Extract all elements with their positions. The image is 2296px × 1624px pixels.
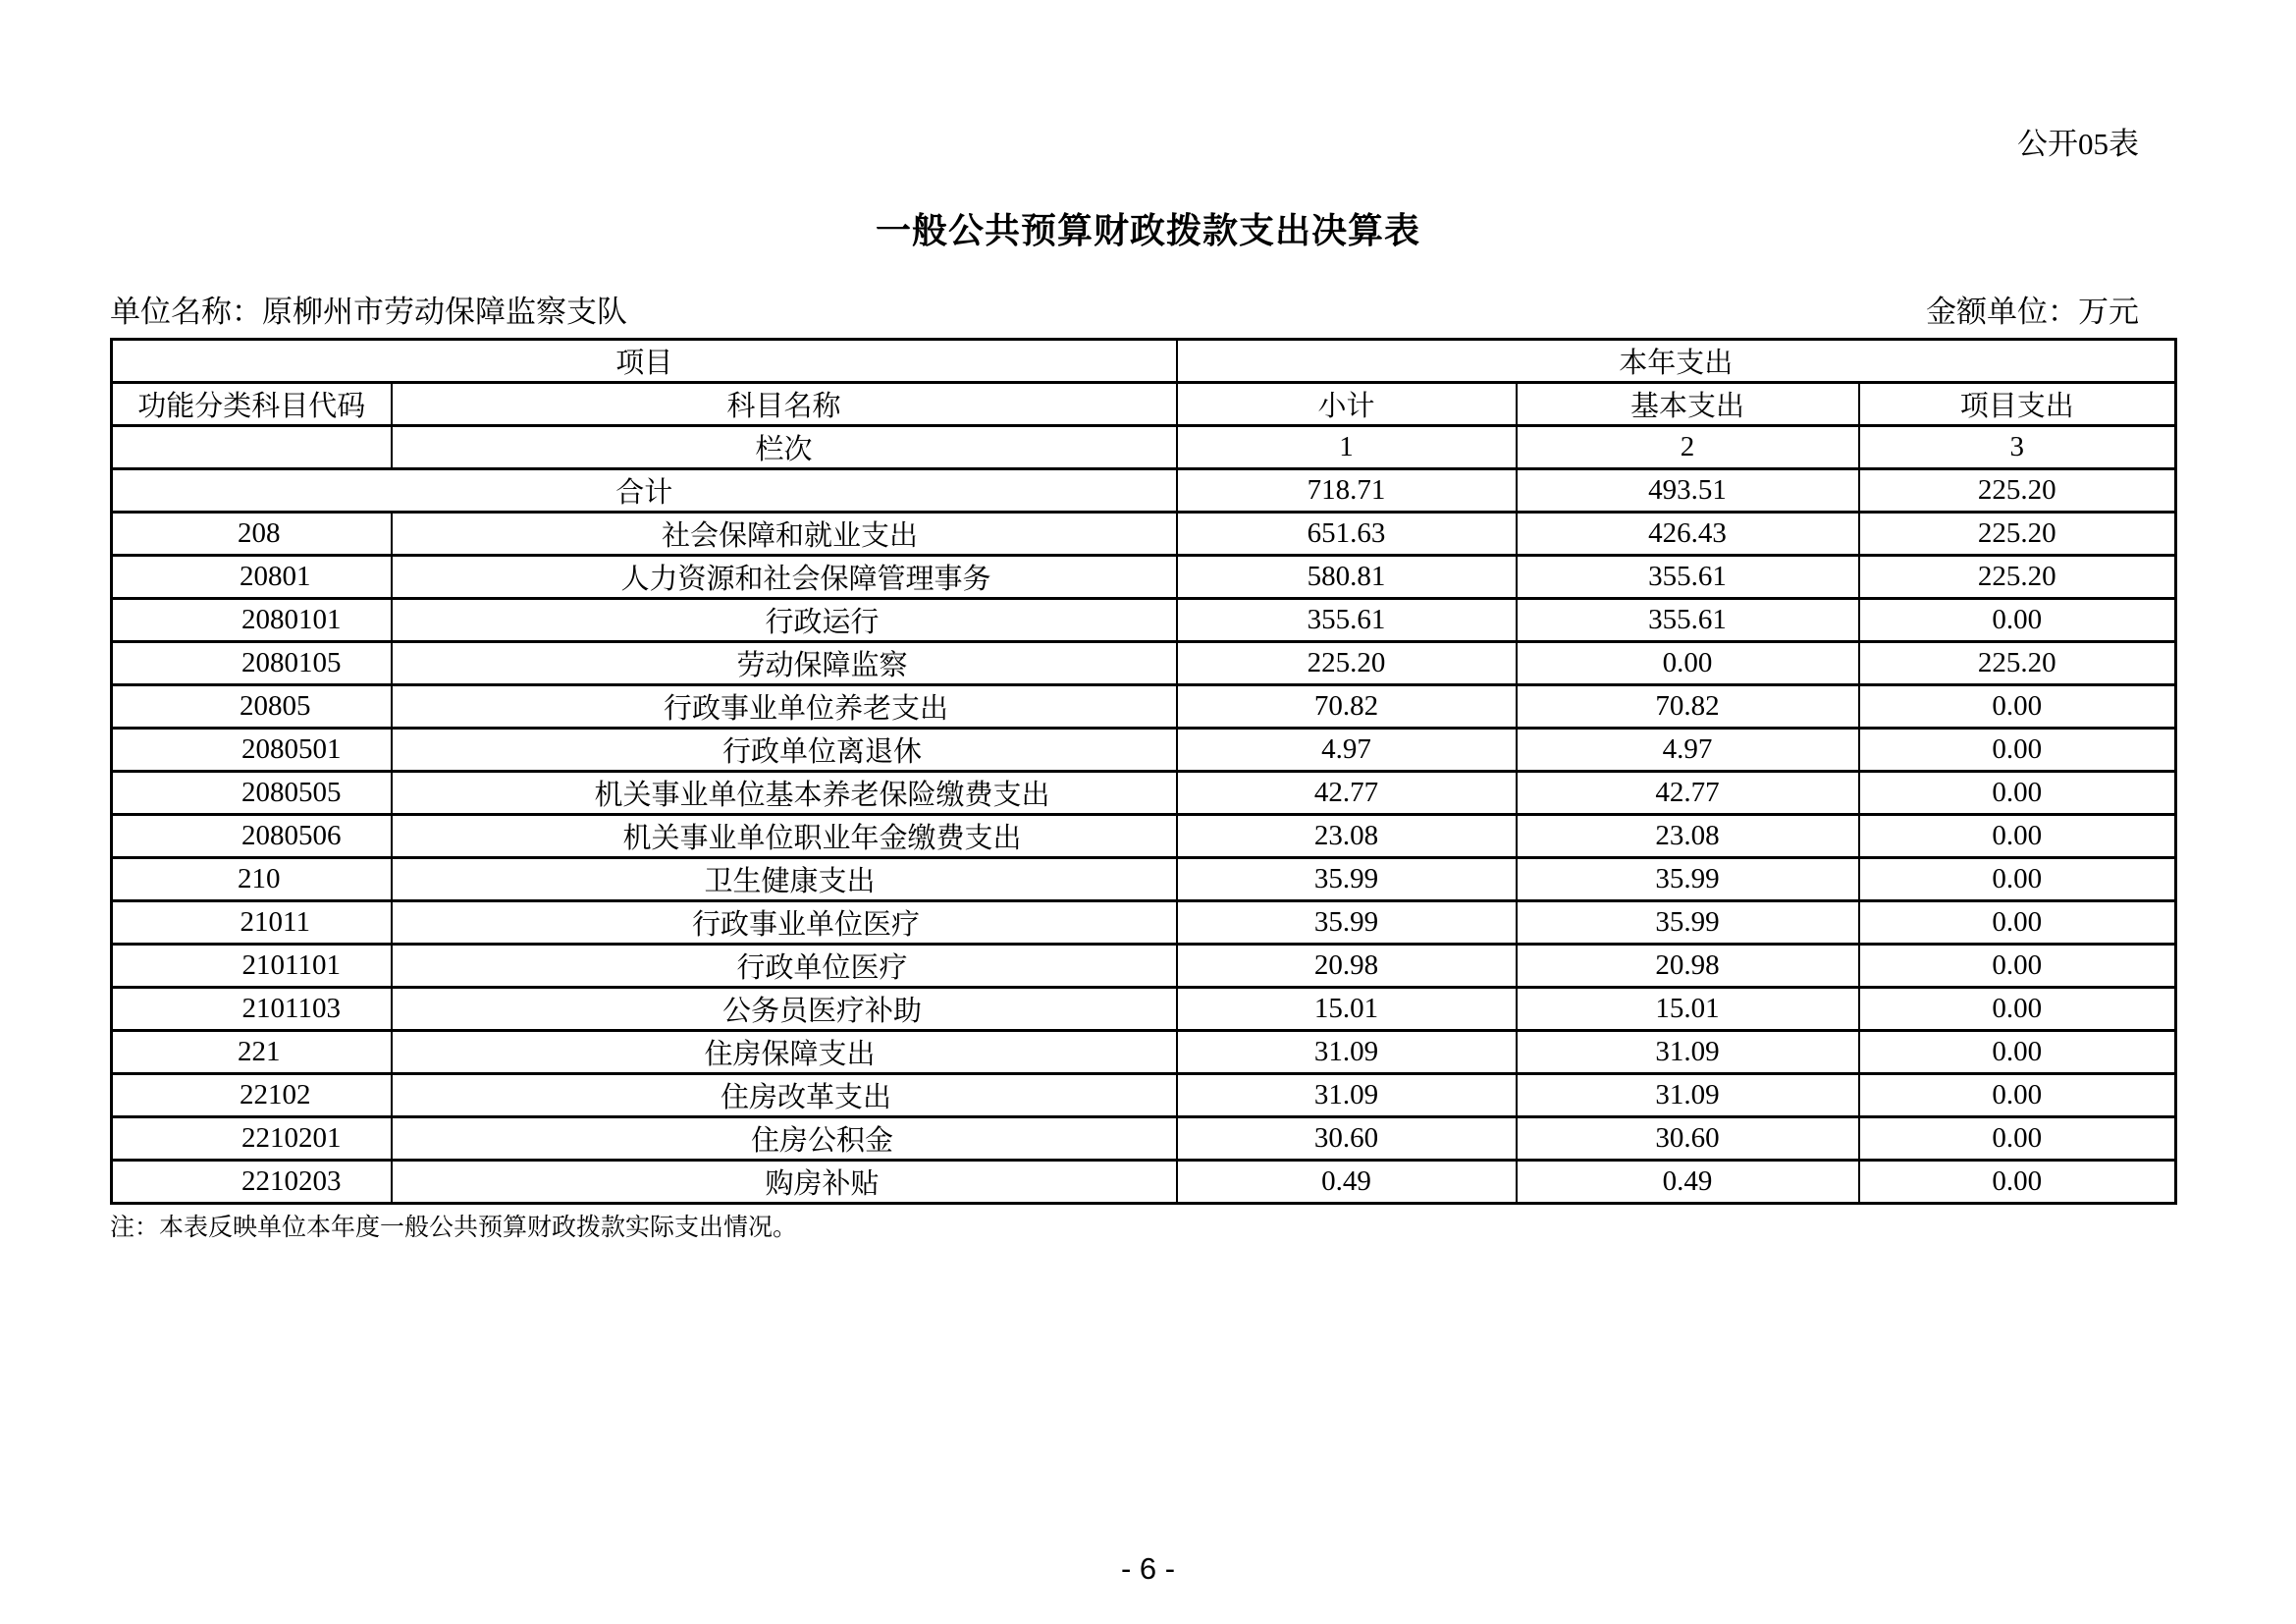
row-basic-cell: 23.08 [1517,815,1859,858]
row-basic-cell: 0.00 [1517,642,1859,685]
table-note: 注：本表反映单位本年度一般公共预算财政拨款实际支出情况。 [110,1215,798,1242]
table-row [112,685,2176,729]
row-subtotal-cell: 0.49 [1177,1161,1517,1204]
column-index-label: 栏次 [392,426,1177,469]
meta-row [110,287,2186,331]
table-row [112,556,2176,599]
row-basic-cell: 0.49 [1517,1161,1859,1204]
row-project-cell: 225.20 [1859,513,2176,556]
table-row [112,1161,2176,1204]
table-row [112,1117,2176,1161]
row-code-cell: 221 [112,1031,392,1074]
row-subtotal-cell: 15.01 [1177,988,1517,1031]
header-subject-name: 科目名称 [392,383,1177,426]
header-project-expenditure: 项目支出 [1859,383,2176,426]
total-basic-value: 493.51 [1517,469,1859,513]
row-project-cell: 0.00 [1859,599,2176,642]
row-subtotal-cell: 23.08 [1177,815,1517,858]
table-row [112,599,2176,642]
row-subtotal-cell: 20.98 [1177,945,1517,988]
row-subtotal-cell: 35.99 [1177,901,1517,945]
row-basic-cell: 35.99 [1517,858,1859,901]
row-subject-name-cell: 行政单位离退休 [392,729,1177,772]
row-project-cell: 225.20 [1859,642,2176,685]
row-project-cell: 225.20 [1859,556,2176,599]
row-subject-name-cell: 住房保障支出 [392,1031,1177,1074]
row-subject-name-cell: 行政单位医疗 [392,945,1177,988]
row-basic-cell: 70.82 [1517,685,1859,729]
total-row-label: 合计 [112,469,1177,513]
row-project-cell: 0.00 [1859,815,2176,858]
row-project-cell: 0.00 [1859,729,2176,772]
total-row [112,469,2176,513]
row-subject-name-cell: 卫生健康支出 [392,858,1177,901]
row-project-cell: 0.00 [1859,685,2176,729]
row-code-cell: 210 [112,858,392,901]
header-project-group: 项目 [112,340,1177,383]
row-basic-cell: 15.01 [1517,988,1859,1031]
table-row [112,858,2176,901]
row-subject-name-cell: 行政运行 [392,599,1177,642]
row-basic-cell: 35.99 [1517,901,1859,945]
row-project-cell: 0.00 [1859,858,2176,901]
row-subject-name-cell: 机关事业单位职业年金缴费支出 [392,815,1177,858]
page-title: 一般公共预算财政拨款支出决算表 [875,211,1420,251]
column-index-3: 3 [1859,426,2176,469]
row-project-cell: 0.00 [1859,772,2176,815]
table-row [112,815,2176,858]
total-project-value: 225.20 [1859,469,2176,513]
row-project-cell: 0.00 [1859,1074,2176,1117]
row-code-cell: 2080505 [112,772,392,815]
row-basic-cell: 31.09 [1517,1074,1859,1117]
row-code-cell: 208 [112,513,392,556]
row-code-cell: 20801 [112,556,392,599]
row-subtotal-cell: 31.09 [1177,1031,1517,1074]
table-row [112,729,2176,772]
row-project-cell: 0.00 [1859,945,2176,988]
row-basic-cell: 42.77 [1517,772,1859,815]
column-index-row [112,426,2176,469]
row-basic-cell: 30.60 [1517,1117,1859,1161]
row-subtotal-cell: 30.60 [1177,1117,1517,1161]
row-project-cell: 0.00 [1859,1031,2176,1074]
table-row [112,772,2176,815]
column-index-empty-cell [112,426,392,469]
unit-name-label: 单位名称：原柳州市劳动保障监察支队 [110,295,627,330]
row-subtotal-cell: 225.20 [1177,642,1517,685]
page-number: - 6 - [1120,1551,1176,1586]
row-basic-cell: 4.97 [1517,729,1859,772]
amount-unit-label: 金额单位：万元 [1926,295,2139,330]
row-subtotal-cell: 35.99 [1177,858,1517,901]
table-row [112,945,2176,988]
row-basic-cell: 426.43 [1517,513,1859,556]
header-columns-row [112,383,2176,426]
row-subject-name-cell: 住房公积金 [392,1117,1177,1161]
row-subtotal-cell: 42.77 [1177,772,1517,815]
header-subtotal: 小计 [1177,383,1517,426]
row-project-cell: 0.00 [1859,988,2176,1031]
row-subject-name-cell: 行政事业单位养老支出 [392,685,1177,729]
header-function-code: 功能分类科目代码 [112,383,392,426]
table-row [112,513,2176,556]
header-basic-expenditure: 基本支出 [1517,383,1859,426]
row-code-cell: 22102 [112,1074,392,1117]
row-subject-name-cell: 住房改革支出 [392,1074,1177,1117]
table-row [112,901,2176,945]
row-subject-name-cell: 行政事业单位医疗 [392,901,1177,945]
row-subject-name-cell: 社会保障和就业支出 [392,513,1177,556]
row-subject-name-cell: 购房补贴 [392,1161,1177,1204]
row-basic-cell: 355.61 [1517,556,1859,599]
row-code-cell: 20805 [112,685,392,729]
row-basic-cell: 31.09 [1517,1031,1859,1074]
header-current-year-group: 本年支出 [1177,340,2176,383]
table-row [112,1074,2176,1117]
row-project-cell: 0.00 [1859,1117,2176,1161]
row-subtotal-cell: 70.82 [1177,685,1517,729]
table-row [112,642,2176,685]
budget-expenditure-table [110,338,2177,1205]
row-code-cell: 21011 [112,901,392,945]
row-subtotal-cell: 651.63 [1177,513,1517,556]
row-subject-name-cell: 人力资源和社会保障管理事务 [392,556,1177,599]
row-code-cell: 2210203 [112,1161,392,1204]
row-code-cell: 2101101 [112,945,392,988]
row-subtotal-cell: 580.81 [1177,556,1517,599]
row-code-cell: 2210201 [112,1117,392,1161]
row-basic-cell: 355.61 [1517,599,1859,642]
row-project-cell: 0.00 [1859,1161,2176,1204]
row-code-cell: 2101103 [112,988,392,1031]
row-code-cell: 2080101 [112,599,392,642]
row-code-cell: 2080105 [112,642,392,685]
header-group-row [112,340,2176,383]
column-index-1: 1 [1177,426,1517,469]
row-code-cell: 2080501 [112,729,392,772]
row-subject-name-cell: 公务员医疗补助 [392,988,1177,1031]
row-code-cell: 2080506 [112,815,392,858]
row-project-cell: 0.00 [1859,901,2176,945]
table-body [112,469,2176,1204]
row-subtotal-cell: 355.61 [1177,599,1517,642]
total-subtotal-value: 718.71 [1177,469,1517,513]
table-row [112,988,2176,1031]
row-subtotal-cell: 31.09 [1177,1074,1517,1117]
row-basic-cell: 20.98 [1517,945,1859,988]
table-row [112,1031,2176,1074]
row-subtotal-cell: 4.97 [1177,729,1517,772]
column-index-2: 2 [1517,426,1859,469]
row-subject-name-cell: 机关事业单位基本养老保险缴费支出 [392,772,1177,815]
row-subject-name-cell: 劳动保障监察 [392,642,1177,685]
form-number-label: 公开05表 [2017,127,2139,161]
